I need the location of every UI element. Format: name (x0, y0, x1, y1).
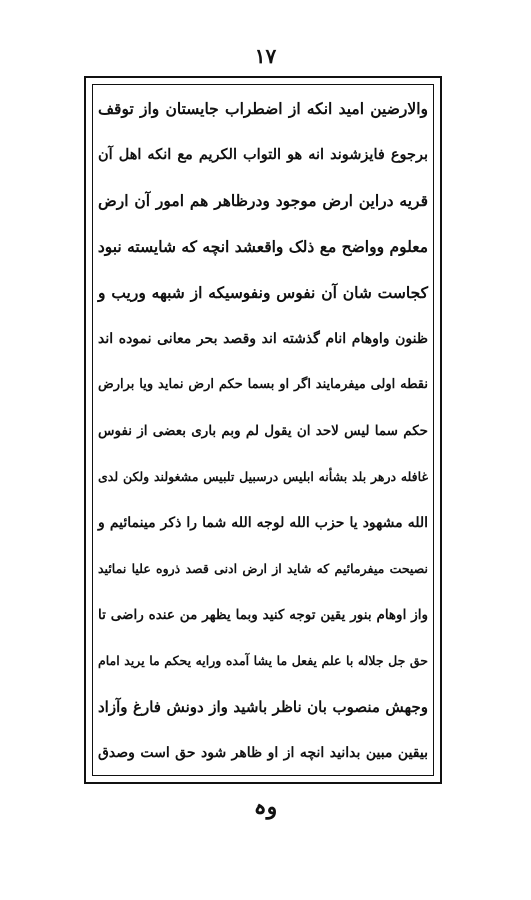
catchword: وہ (253, 794, 278, 820)
text-line: حق جل جلاله با علم یفعل ما یشا آمده ورایه یحکم ما یرید امام (98, 653, 428, 668)
text-line: نصیحت میفرمائیم که شاید از ارض ادنی قصد ذروه علیا نمائید (98, 561, 428, 576)
text-line: الله مشهود یا حزب الله لوجه الله شما را ذکر مینمائیم و (98, 515, 428, 531)
text-line: کجاست شان آن نفوس ونفوسیکه از شبهه وریب و (98, 283, 428, 302)
text-line: والارضین امید انکه از اضطراب جایستان واز توقف (98, 99, 428, 118)
text-line: واز اوهام بنور یقین توجه کنید وبما یظهر من عنده راضی تا (98, 607, 428, 623)
text-line: نقطه اولی میفرمایند اگر او بسما حکم ارض نماید ویا برارض (98, 377, 428, 392)
text-line: بیقین مبین بدانید انچه از او ظاهر شود حق است وصدق (98, 745, 428, 761)
text-line: وجهش منصوب بان ناظر باشید واز دونش فارغ وآزاد (98, 698, 428, 716)
text-line: ظنون واوهام انام گذشته اند وقصد بحر معانی نموده اند (98, 331, 428, 347)
text-line: غافله درهر بلد بشأنه ابلیس درسبیل تلبیس مشغولند ولکن لدی (98, 469, 428, 484)
text-line: معلوم وواضح مع ذلک واقعشد انچه که شایسته نبود (97, 237, 428, 256)
text-line: قریه دراین ارض موجود ودرظاهر هم امور آن ارض (98, 191, 428, 210)
manuscript-text-block (98, 96, 428, 766)
page-number: ١٧ (254, 44, 277, 68)
text-line: حکم سما لیس لاحد ان یقول لم وبم باری بعضی از نفوس (98, 423, 428, 439)
text-line: برجوع فایزشوند انه هو التواب الکریم مع انکه اهل آن (98, 146, 428, 163)
